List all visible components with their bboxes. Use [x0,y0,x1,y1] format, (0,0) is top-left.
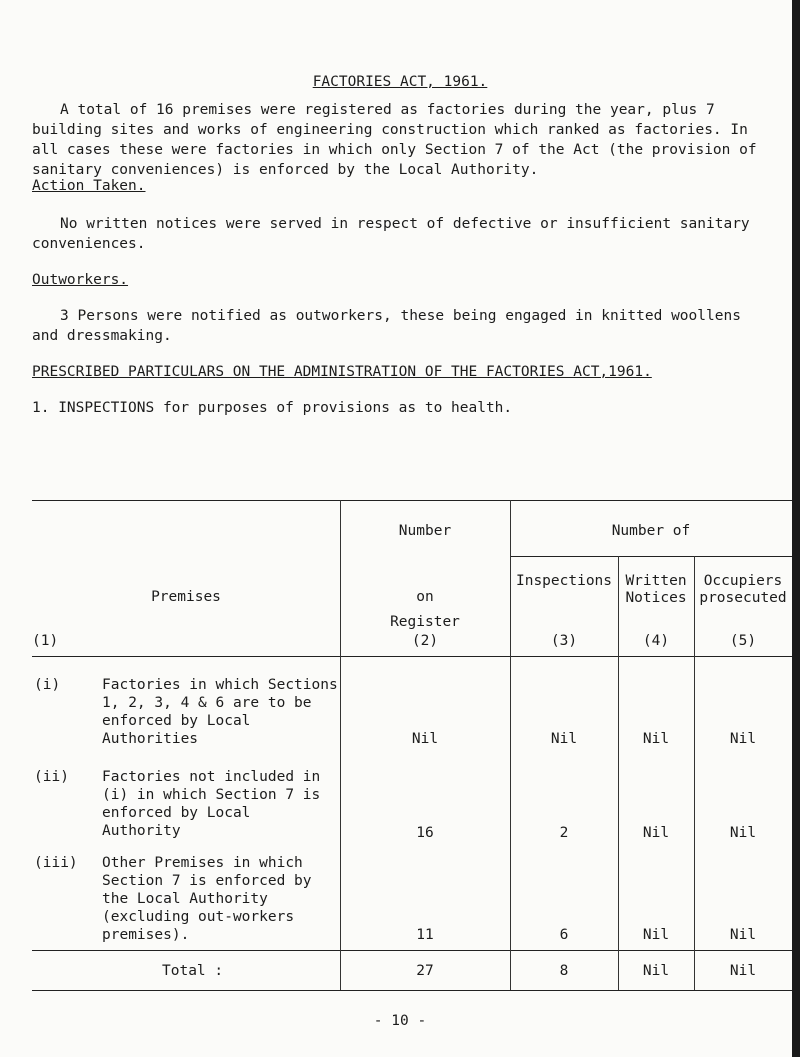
outworkers-paragraph: 3 Persons were notified as outworkers, these being engaged in knitted woollens and dressmaking. [32,308,741,344]
header-written-1: Written [625,573,687,589]
header-register-num: (2) [411,633,439,649]
header-bottom-rule [32,656,792,657]
total-inspections: 8 [559,963,569,979]
number-of-rule [510,556,792,557]
page-title [0,74,800,90]
row-label-line: enforced by Local [102,805,251,821]
cell-register: 16 [416,825,434,841]
row-label-num: (i) [34,677,61,693]
cell-notices: Nil [642,731,670,747]
cell-inspections: Nil [550,731,578,747]
row-label-line: (excluding out-workers [102,909,295,925]
row-label-line: the Local Authority [102,891,268,907]
row-label-line: 1, 2, 3, 4 & 6 are to be [102,695,312,711]
row-label-line: Factories not included in [102,769,321,785]
header-occupiers-1: Occupiers [703,573,783,589]
header-occupiers-num: (5) [729,633,757,649]
row-label-line: Other Premises in which [102,855,303,871]
col-rule-3 [618,556,619,990]
action-paragraph: No written notices were served in respect of defective or insufficient sanitary conveniences. [32,216,750,252]
cell-inspections: 6 [559,927,569,943]
header-number-of: Number of [611,523,691,539]
intro-paragraph: A total of 16 premises were registered as factories during the year, plus 7 building sites and works of engineering construction which ranked as factories. In all cases these were factories in which only Section 7 of the Act (the provision of sanitary conveniences) is enforced by the Local Authority. [32,102,757,178]
page-number: - 10 - [373,1013,427,1029]
cell-prosecuted: Nil [729,731,757,747]
header-written-2: Notices [625,590,687,606]
section-heading: 1. INSPECTIONS for purposes of provisions as to health. [32,400,513,416]
cell-register: 11 [416,927,434,943]
row-label-line: enforced by Local [102,713,251,729]
header-inspections: Inspections [515,573,613,589]
cell-notices: Nil [642,825,670,841]
header-occupiers-2: prosecuted [699,590,787,606]
total-label: Total : [162,963,224,979]
row-label-line: premises). [102,927,190,943]
row-label-line: (i) in which Section 7 is [102,787,321,803]
cell-prosecuted: Nil [729,927,757,943]
col-rule-4 [694,556,695,990]
header-register-2: on [416,589,434,605]
action-heading: Action Taken. [32,178,146,194]
row-label-line: Factories in which Sections [102,677,338,693]
row-label-line: Section 7 is enforced by [102,873,312,889]
header-premises: Premises [151,589,221,605]
inspections-table [32,500,792,1030]
prescribed-heading: PRESCRIBED PARTICULARS ON THE ADMINISTRATION OF THE FACTORIES ACT,1961. [32,364,652,380]
cell-inspections: 2 [559,825,569,841]
header-written-num: (4) [642,633,670,649]
table-bottom-rule [32,990,792,991]
outworkers-heading: Outworkers. [32,272,129,288]
row-label-num: (ii) [34,769,69,785]
total-register: 27 [416,963,434,979]
total-notices: Nil [642,963,670,979]
header-register-3: Register [390,614,460,630]
row-label-line: Authorities [102,731,199,747]
total-prosecuted: Nil [729,963,757,979]
cell-prosecuted: Nil [729,825,757,841]
cell-register: Nil [411,731,439,747]
header-register-1: Number [398,523,452,539]
total-top-rule [32,950,792,951]
table-top-rule [32,500,792,501]
header-premises-num: (1) [32,633,59,649]
page-edge-shadow [792,0,800,1057]
header-inspections-num: (3) [550,633,578,649]
row-label-num: (iii) [34,855,78,871]
title-text: FACTORIES ACT, 1961. [312,74,488,90]
cell-notices: Nil [642,927,670,943]
row-label-line: Authority [102,823,181,839]
